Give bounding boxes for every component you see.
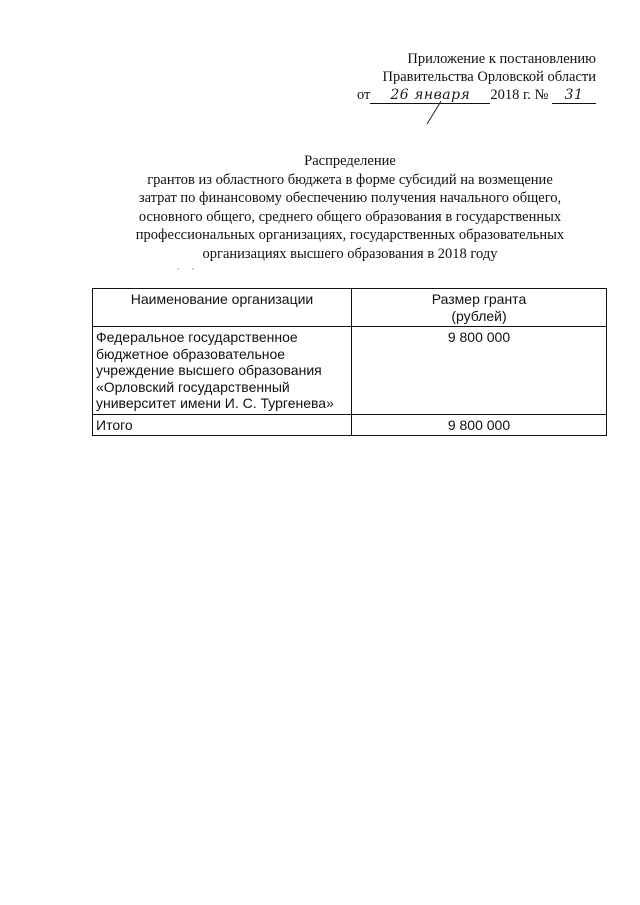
document-title [100,152,600,263]
title-line-1: грантов из областного бюджета в форме субсидий на возмещение [147,171,553,188]
header-organization: Наименование организации [93,289,352,327]
total-label: Итого [93,414,352,436]
year-number-label: 2018 г. № [490,87,549,103]
number-blank [552,88,596,104]
title-line-3: основного общего, среднего общего образования в государственных [138,208,562,225]
org-line-5: университет имени И. С. Тургенева» [96,395,334,411]
org-line-1: Федеральное государственное [96,329,298,345]
table-row [93,327,607,415]
handwritten-number: 31 [564,87,584,103]
org-line-2: бюджетное образовательное [96,345,286,362]
from-prefix: от [356,87,371,103]
appendix-date-line [330,86,596,104]
header-amount [352,289,607,327]
appendix-header [330,50,596,104]
grants-table [92,288,607,436]
header-amount-line-2: (рублей) [451,307,507,324]
appendix-line-2: Правительства Орловской области [382,69,596,85]
header-amount-line-1: Размер гранта [431,291,527,307]
table-total-row [93,414,607,436]
title-line-5: организациях высшего образования в 2018 году [202,245,498,262]
table-header-row [93,289,607,327]
title-heading: Распределение [304,153,396,169]
handwritten-date: 26 января [390,87,471,103]
title-line-4: профессиональных организациях, государственных образовательных [135,227,565,243]
amount-cell: 9 800 000 [352,327,607,415]
org-line-4: «Орловский государственный [96,378,290,395]
pen-stroke-mark [425,100,445,126]
title-line-2: затрат по финансовому обеспечению получения начального общего, [138,190,562,206]
org-line-3: учреждение высшего образования [96,362,322,378]
scan-speck [176,268,196,270]
organization-cell [93,327,352,415]
total-amount: 9 800 000 [352,414,607,436]
appendix-line-1: Приложение к постановлению [407,51,596,67]
